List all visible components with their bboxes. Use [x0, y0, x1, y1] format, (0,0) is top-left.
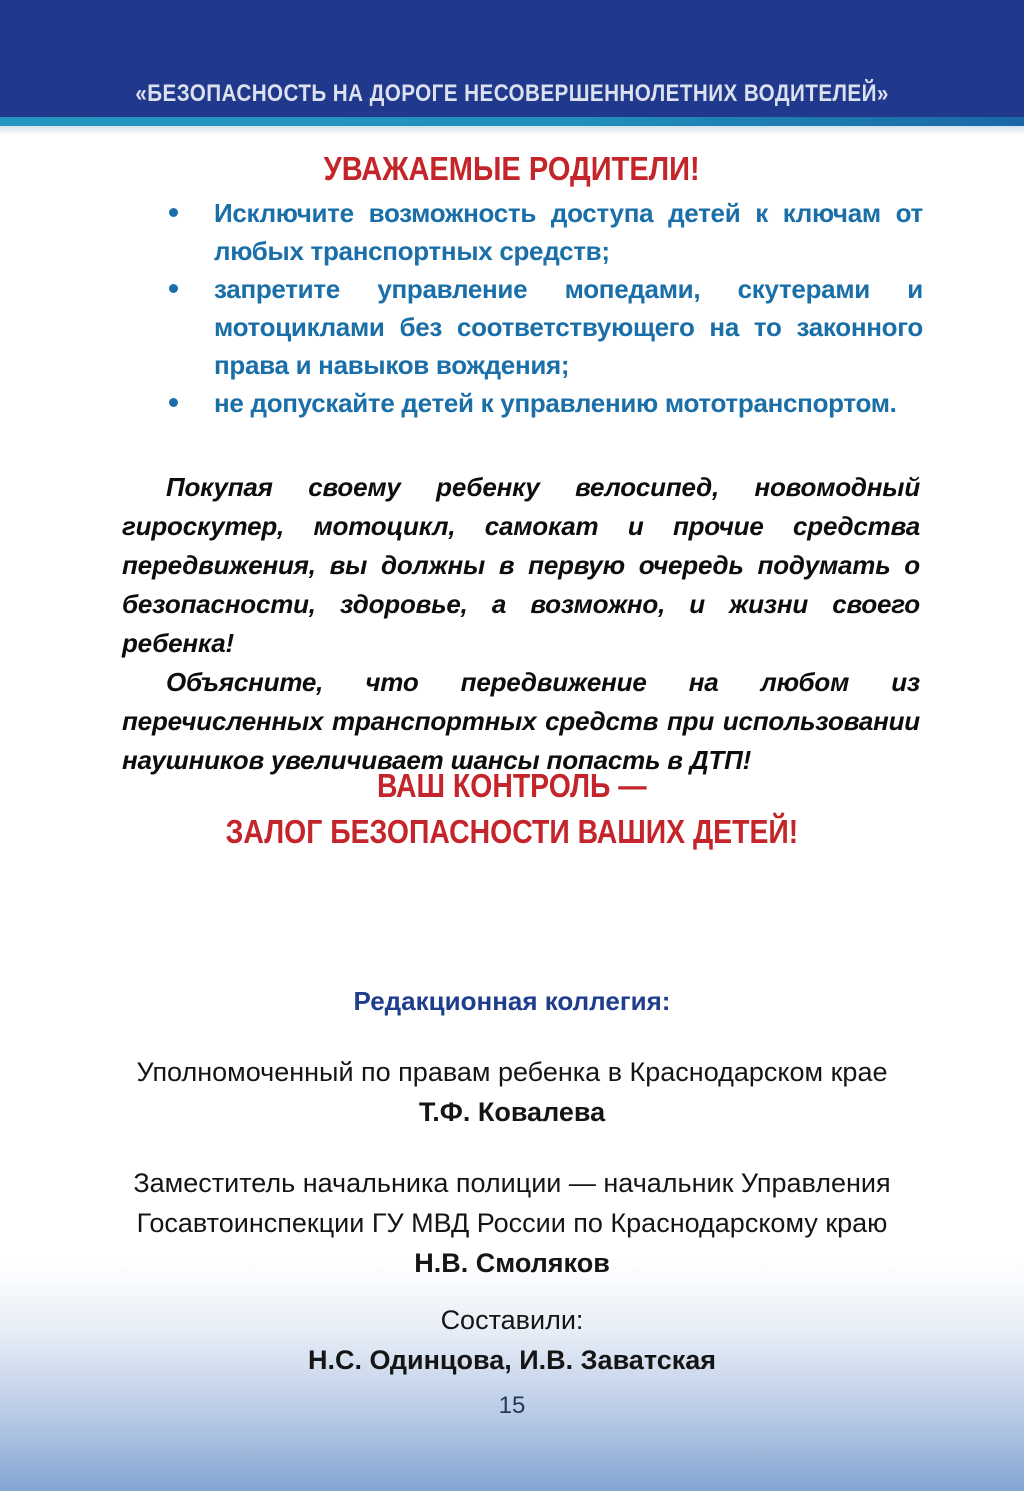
- editorial-role: Уполномоченный по правам ребенка в Краснодарском крае: [136, 1057, 888, 1087]
- paragraph: Покупая своему ребенку велосипед, новомодный гироскутер, мотоцикл, самокат и прочие средства передвижения, вы должны в первую очередь подумать о безопасности, здоровье, а возможно, и жизни своего ребенка!: [122, 472, 920, 658]
- editorial-entry: [62, 1300, 962, 1380]
- list-item-text: Исключите возможность доступа детей к ключам от любых транспортных средств;: [214, 198, 923, 266]
- list-item: [150, 270, 923, 384]
- slogan-heading: [0, 763, 1024, 855]
- header-accent-stripe: [0, 117, 1024, 126]
- section-title-parents: [0, 150, 1024, 188]
- list-item: [150, 194, 923, 270]
- editorial-name: Н.В. Смоляков: [414, 1248, 610, 1278]
- editorial-board-heading: [0, 986, 1024, 1017]
- editorial-role: Заместитель начальника полиции — начальник Управления Госавтоинспекции ГУ МВД России по Краснодарскому краю: [133, 1168, 891, 1238]
- editorial-name: Н.С. Одинцова, И.В. Заватская: [308, 1345, 716, 1375]
- page-number: 15: [498, 1392, 526, 1419]
- editorial-role: Составили:: [440, 1305, 584, 1335]
- advice-bullet-list: [150, 194, 923, 422]
- list-item-text: запретите управление мопедами, скутерами и мотоциклами без соответствующего на то законного права и навыков вождения;: [214, 274, 923, 380]
- bullet-icon: [169, 208, 178, 217]
- header-stripe-fade: [0, 126, 1024, 135]
- bullet-icon: [169, 398, 178, 407]
- editorial-entry: [62, 1052, 962, 1132]
- list-item-text: не допускайте детей к управлению мототранспортом.: [214, 388, 897, 418]
- slogan-line-1: ВАШ КОНТРОЛЬ —: [377, 767, 647, 804]
- section-title-text: УВАЖАЕМЫЕ РОДИТЕЛИ!: [323, 150, 700, 187]
- bullet-icon: [169, 284, 178, 293]
- editorial-name: Т.Ф. Ковалева: [418, 1097, 606, 1127]
- editorial-entry: [62, 1163, 962, 1283]
- page-header-band: [0, 0, 1024, 117]
- editorial-board-heading-text: Редакционная коллегия:: [353, 986, 671, 1016]
- paragraph: Объясните, что передвижение на любом из перечисленных транспортных средств при использовании наушников увеличивает шансы попасть в ДТП!: [122, 667, 920, 775]
- body-paragraphs: [122, 468, 920, 780]
- list-item: [150, 384, 923, 422]
- slogan-line-2: ЗАЛОГ БЕЗОПАСНОСТИ ВАШИХ ДЕТЕЙ!: [225, 813, 799, 850]
- brochure-title: «БЕЗОПАСНОСТЬ НА ДОРОГЕ НЕСОВЕРШЕННОЛЕТНИХ ВОДИТЕЛЕЙ»: [135, 80, 889, 107]
